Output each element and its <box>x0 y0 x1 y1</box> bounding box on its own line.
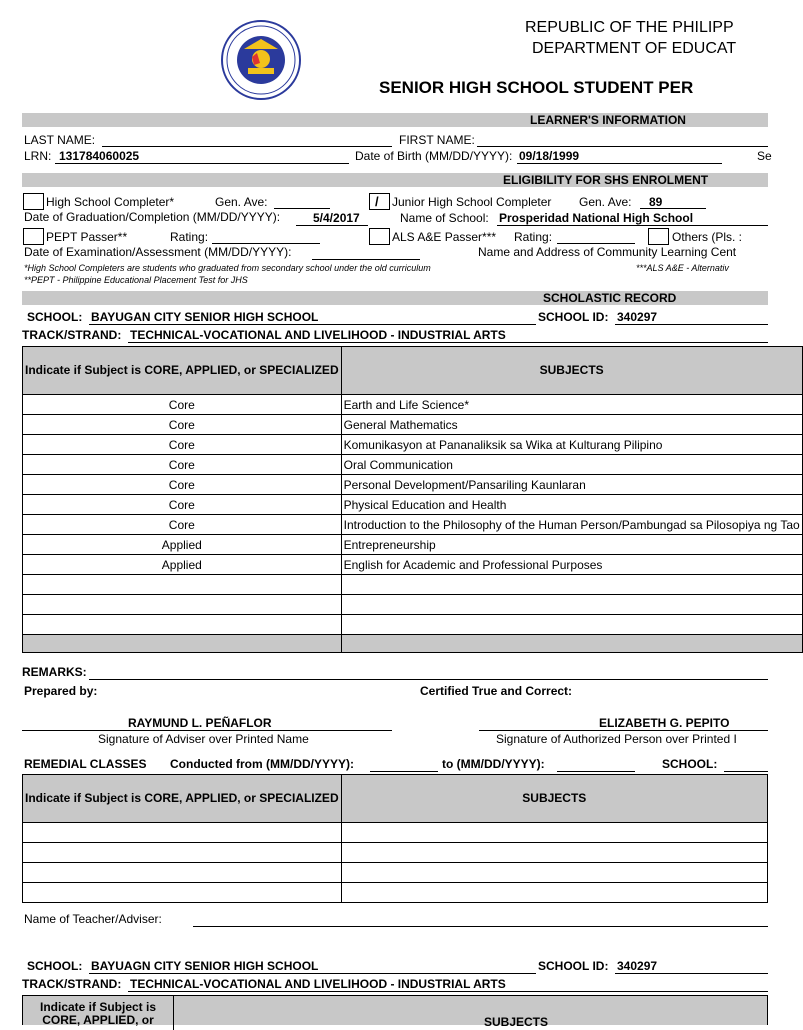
als-checkbox[interactable] <box>369 228 390 245</box>
dob-label: Date of Birth (MM/DD/YYYY): <box>355 149 513 163</box>
school-name-field[interactable] <box>497 225 768 226</box>
others-label: Others (Pls. : <box>672 230 743 244</box>
table-row <box>23 515 803 535</box>
first-name-field[interactable] <box>477 146 768 147</box>
sem2-school-id-field[interactable] <box>615 973 768 974</box>
school-value: BAYUGAN CITY SENIOR HIGH SCHOOL <box>91 310 319 324</box>
exam-date-field[interactable] <box>312 259 420 260</box>
lrn-field[interactable] <box>55 163 349 164</box>
form-title: SENIOR HIGH SCHOOL STUDENT PER <box>379 78 694 97</box>
footer-cell <box>23 635 342 653</box>
remedial-to-field[interactable] <box>557 771 635 772</box>
lrn-value: 131784060025 <box>59 149 140 163</box>
sem2-track-value: TECHNICAL-VOCATIONAL AND LIVELIHOOD - INDUSTRIAL ARTS <box>130 977 506 991</box>
school-label: SCHOOL: <box>27 310 83 324</box>
adviser-caption: Signature of Adviser over Printed Name <box>98 732 309 746</box>
subject-type-cell[interactable] <box>23 575 342 595</box>
jhs-gen-ave-label: Gen. Ave: <box>579 195 632 209</box>
table-footer-row <box>23 635 803 653</box>
authorized-caption: Signature of Authorized Person over Printed I <box>496 732 737 746</box>
authorized-name: ELIZABETH G. PEPITO <box>599 716 730 730</box>
exam-date-label: Date of Examination/Assessment (MM/DD/YYYY): <box>24 245 292 259</box>
learner-info-bar <box>22 113 768 127</box>
subject-cell[interactable] <box>341 843 767 863</box>
republic-heading: REPUBLIC OF THE PHILIPP <box>525 19 734 36</box>
school-name-value: Prosperidad National High School <box>499 211 694 225</box>
sem2-track-field[interactable] <box>128 991 768 992</box>
table-row <box>23 595 803 615</box>
subject-type-cell[interactable]: Core <box>23 475 342 495</box>
school-id-value: 340297 <box>617 310 658 324</box>
scholastic-heading: SCHOLASTIC RECORD <box>543 291 677 305</box>
subject-cell[interactable] <box>341 575 802 595</box>
subject-type-cell[interactable] <box>23 883 342 903</box>
prepared-by-label: Prepared by: <box>24 684 98 698</box>
table-row <box>23 495 803 515</box>
dob-field[interactable] <box>517 163 722 164</box>
remedial-label: REMEDIAL CLASSES <box>24 757 147 771</box>
subject-cell[interactable]: General Mathematics <box>341 415 802 435</box>
note-pept: **PEPT - Philippine Educational Placement Test for JHS <box>24 275 248 285</box>
teacher-field[interactable] <box>193 926 768 927</box>
eligibility-heading: ELIGIBILITY FOR SHS ENROLMENT <box>503 173 709 187</box>
subject-cell[interactable]: Earth and Life Science* <box>341 395 802 415</box>
sex-label: Se <box>757 149 772 163</box>
table-row <box>23 415 803 435</box>
first-name-label: FIRST NAME: <box>399 133 475 147</box>
table-row <box>23 435 803 455</box>
grad-date-label: Date of Graduation/Completion (MM/DD/YYYY): <box>24 210 281 224</box>
remedial-type-column-header: Indicate if Subject is CORE, APPLIED, or SPECIALIZED <box>23 775 342 823</box>
subject-cell[interactable] <box>341 883 767 903</box>
pept-rating-field[interactable] <box>212 243 320 244</box>
footer-cell <box>341 635 802 653</box>
eligibility-bar <box>22 173 768 187</box>
subject-cell[interactable] <box>341 595 802 615</box>
table-row <box>23 863 768 883</box>
table-row <box>23 575 803 595</box>
grad-date-field[interactable] <box>296 225 368 226</box>
hs-completer-label: High School Completer* <box>46 195 175 209</box>
subject-type-cell[interactable]: Core <box>23 495 342 515</box>
subject-cell[interactable] <box>341 615 802 635</box>
dob-value: 09/18/1999 <box>519 149 580 163</box>
remarks-field[interactable] <box>89 679 768 680</box>
hs-gen-ave-field[interactable] <box>274 208 330 209</box>
track-label: TRACK/STRAND: <box>22 328 122 342</box>
subject-type-cell[interactable]: Core <box>23 395 342 415</box>
remedial-table <box>22 774 768 903</box>
subject-type-cell[interactable]: Core <box>23 435 342 455</box>
note-hs-completer: *High School Completers are students who graduated from secondary school under the old curriculum <box>24 263 431 273</box>
table-row <box>23 615 803 635</box>
table-row <box>23 843 768 863</box>
subject-cell[interactable]: Physical Education and Health <box>341 495 802 515</box>
subject-type-cell[interactable] <box>23 863 342 883</box>
adviser-name: RAYMUND L. PEÑAFLOR <box>128 716 272 730</box>
subjects-column-header: SUBJECTS <box>341 347 802 395</box>
subject-type-cell[interactable] <box>23 595 342 615</box>
track-value: TECHNICAL-VOCATIONAL AND LIVELIHOOD - INDUSTRIAL ARTS <box>130 328 506 342</box>
sem2-school-id-label: SCHOOL ID: <box>538 959 609 973</box>
subject-cell[interactable]: Oral Communication <box>341 455 802 475</box>
pept-label: PEPT Passer** <box>46 230 128 244</box>
subject-cell[interactable]: English for Academic and Professional Purposes <box>341 555 802 575</box>
sem2-school-id-value: 340297 <box>617 959 658 973</box>
sem2-subjects-column-header: SUBJECTS <box>484 1015 549 1029</box>
remarks-label: REMARKS: <box>22 665 87 679</box>
school-field[interactable] <box>89 324 536 325</box>
table-row <box>23 475 803 495</box>
subject-type-cell[interactable] <box>23 843 342 863</box>
jhs-check-mark: / <box>375 194 379 209</box>
pept-checkbox[interactable] <box>23 228 44 245</box>
last-name-label: LAST NAME: <box>24 133 96 147</box>
lrn-label: LRN: <box>24 149 52 163</box>
als-rating-field[interactable] <box>557 243 635 244</box>
clc-label: Name and Address of Community Learning Cent <box>478 245 737 259</box>
subject-type-cell[interactable] <box>23 615 342 635</box>
remedial-from-field[interactable] <box>370 771 438 772</box>
sem2-school-label: SCHOOL: <box>27 959 83 973</box>
remedial-to-label: to (MM/DD/YYYY): <box>442 757 545 771</box>
certified-label: Certified True and Correct: <box>420 684 573 698</box>
sem2-school-value: BAYUAGN CITY SENIOR HIGH SCHOOL <box>91 959 319 973</box>
deped-seal <box>208 19 314 101</box>
sem2-school-field[interactable] <box>89 973 536 974</box>
table-row <box>23 823 768 843</box>
jhs-completer-label: Junior High School Completer <box>392 195 552 209</box>
school-name-label: Name of School: <box>400 211 489 225</box>
als-rating-label: Rating: <box>514 230 553 244</box>
remedial-school-field[interactable] <box>724 771 768 772</box>
adviser-signature-line[interactable] <box>22 730 392 731</box>
jhs-completer-checkbox[interactable] <box>369 193 390 210</box>
scholastic-bar <box>22 291 768 305</box>
subject-type-cell[interactable]: Core <box>23 515 342 535</box>
school-id-field[interactable] <box>615 324 768 325</box>
pept-rating-label: Rating: <box>170 230 209 244</box>
remedial-subjects-column-header: SUBJECTS <box>341 775 767 823</box>
table-row <box>23 883 768 903</box>
sem2-table-header <box>22 995 768 1029</box>
subject-type-cell[interactable]: Applied <box>23 535 342 555</box>
school-id-label: SCHOOL ID: <box>538 310 609 324</box>
subject-type-cell[interactable]: Core <box>23 455 342 475</box>
teacher-label: Name of Teacher/Adviser: <box>24 912 162 926</box>
remedial-school-label: SCHOOL: <box>662 757 718 771</box>
learner-info-heading: LEARNER'S INFORMATION <box>530 113 686 127</box>
track-field[interactable] <box>128 342 768 343</box>
sem2-type-column-header <box>23 996 174 1030</box>
others-checkbox[interactable] <box>648 228 669 245</box>
als-label: ALS A&E Passer*** <box>392 230 497 244</box>
subject-cell[interactable] <box>341 863 767 883</box>
jhs-gen-ave-value: 89 <box>649 195 663 209</box>
table-row <box>23 455 803 475</box>
grad-date-value: 5/4/2017 <box>313 211 360 225</box>
sem2-type-header-line1: Indicate if Subject is <box>39 1000 157 1014</box>
jhs-gen-ave-field[interactable] <box>640 208 706 209</box>
note-als: ***ALS A&E - Alternativ <box>636 263 729 273</box>
sem2-track-label: TRACK/STRAND: <box>22 977 122 991</box>
table-row <box>23 555 803 575</box>
subject-cell[interactable]: Komunikasyon at Pananaliksik sa Wika at Kulturang Pilipino <box>341 435 802 455</box>
table-row <box>23 535 803 555</box>
remedial-conducted-label: Conducted from (MM/DD/YYYY): <box>170 757 354 771</box>
subject-type-cell[interactable] <box>23 823 342 843</box>
subject-type-cell[interactable]: Core <box>23 415 342 435</box>
authorized-signature-line[interactable] <box>479 730 768 731</box>
type-column-header: Indicate if Subject is CORE, APPLIED, or SPECIALIZED <box>23 347 342 395</box>
sem2-type-header-line2: CORE, APPLIED, or <box>42 1013 154 1027</box>
subject-type-cell[interactable]: Applied <box>23 555 342 575</box>
subject-cell[interactable]: Entrepreneurship <box>341 535 802 555</box>
hs-gen-ave-label: Gen. Ave: <box>215 195 268 209</box>
last-name-field[interactable] <box>102 146 392 147</box>
scholastic-table <box>22 346 803 653</box>
table-row <box>23 395 803 415</box>
subject-cell[interactable]: Introduction to the Philosophy of the Human Person/Pambungad sa Pilosopiya ng Tao <box>341 515 802 535</box>
subject-cell[interactable]: Personal Development/Pansariling Kaunlaran <box>341 475 802 495</box>
hs-completer-checkbox[interactable] <box>23 193 44 210</box>
subject-cell[interactable] <box>341 823 767 843</box>
department-heading: DEPARTMENT OF EDUCAT <box>532 40 737 57</box>
